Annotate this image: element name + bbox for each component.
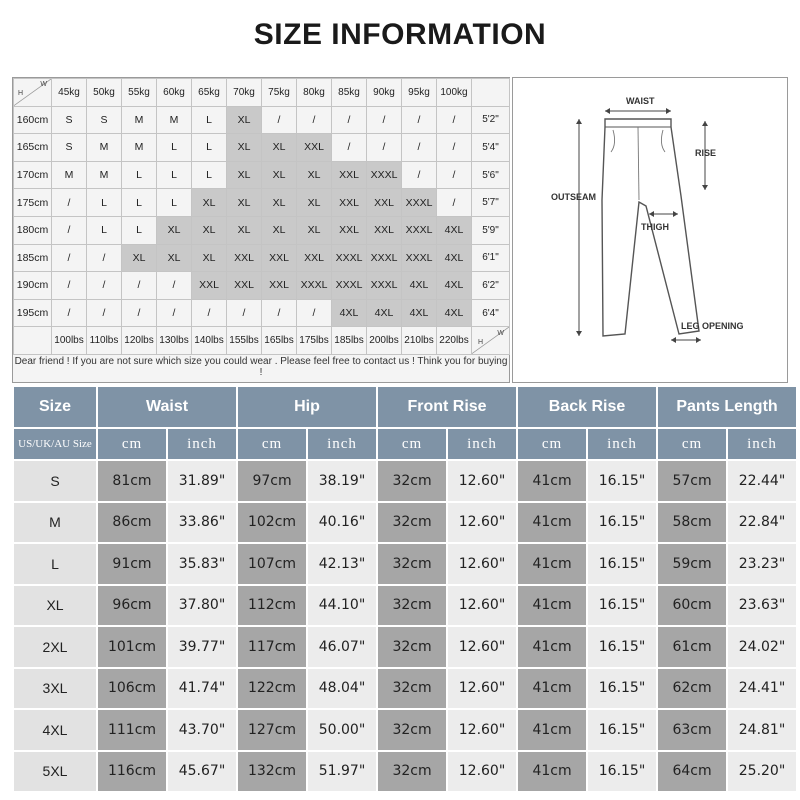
size-cell: / <box>87 299 122 327</box>
footer-corner-w: W <box>497 330 504 338</box>
measurement-row <box>14 669 796 709</box>
size-cell: XL <box>227 161 262 189</box>
unit-header-row <box>14 429 796 459</box>
size-cell: / <box>437 134 472 162</box>
size-cell: XL <box>157 216 192 244</box>
cm-value-cell: 58cm <box>658 503 726 543</box>
size-cell: XXL <box>332 216 367 244</box>
back-rise-header: Back Rise <box>518 387 656 427</box>
cm-value-cell: 86cm <box>98 503 166 543</box>
measurement-row <box>14 627 796 667</box>
cm-value-cell: 32cm <box>378 710 446 750</box>
size-cell: / <box>297 299 332 327</box>
inch-value-cell: 16.15" <box>588 627 656 667</box>
size-cell: 4XL <box>437 299 472 327</box>
pants-diagram <box>512 77 788 383</box>
inch-value-cell: 12.60" <box>448 669 516 709</box>
pants-length-header: Pants Length <box>658 387 796 427</box>
height-cm-cell: 170cm <box>14 161 52 189</box>
size-cell: M <box>87 134 122 162</box>
size-cell: / <box>402 161 437 189</box>
height-row <box>14 216 510 244</box>
size-cell: XXXL <box>402 244 437 272</box>
height-ft-cell: 6'2" <box>472 272 510 300</box>
lbs-header: 200lbs <box>367 327 402 355</box>
size-cell: / <box>52 216 87 244</box>
empty-cell <box>472 79 510 107</box>
size-cell: L <box>122 216 157 244</box>
inch-value-cell: 44.10" <box>308 586 376 626</box>
size-label-cell: M <box>14 503 96 543</box>
lbs-header: 140lbs <box>192 327 227 355</box>
size-cell: XL <box>227 134 262 162</box>
height-row <box>14 161 510 189</box>
cm-value-cell: 132cm <box>238 752 306 792</box>
cm-value-cell: 61cm <box>658 627 726 667</box>
cm-value-cell: 41cm <box>518 461 586 501</box>
size-cell: / <box>332 106 367 134</box>
size-cell: 4XL <box>437 244 472 272</box>
size-cell: / <box>262 299 297 327</box>
cm-value-cell: 41cm <box>518 627 586 667</box>
inch-unit-header: inch <box>168 429 236 459</box>
inch-value-cell: 24.41" <box>728 669 796 709</box>
cm-value-cell: 117cm <box>238 627 306 667</box>
cm-value-cell: 64cm <box>658 752 726 792</box>
cm-value-cell: 112cm <box>238 586 306 626</box>
size-cell: 4XL <box>402 299 437 327</box>
inch-value-cell: 16.15" <box>588 461 656 501</box>
height-ft-cell: 6'4" <box>472 299 510 327</box>
inch-unit-header: inch <box>448 429 516 459</box>
inch-value-cell: 42.13" <box>308 544 376 584</box>
size-cell: 4XL <box>367 299 402 327</box>
cm-value-cell: 41cm <box>518 752 586 792</box>
size-label-cell: 5XL <box>14 752 96 792</box>
inch-value-cell: 22.84" <box>728 503 796 543</box>
inch-value-cell: 12.60" <box>448 586 516 626</box>
inch-value-cell: 12.60" <box>448 752 516 792</box>
height-cm-cell: 195cm <box>14 299 52 327</box>
inch-value-cell: 12.60" <box>448 627 516 667</box>
size-cell: L <box>122 161 157 189</box>
size-cell: XXL <box>192 272 227 300</box>
cm-unit-header: cm <box>658 429 726 459</box>
cm-value-cell: 106cm <box>98 669 166 709</box>
measurement-row <box>14 586 796 626</box>
measurement-row <box>14 461 796 501</box>
inch-value-cell: 41.74" <box>168 669 236 709</box>
size-cell: / <box>192 299 227 327</box>
inch-value-cell: 24.02" <box>728 627 796 667</box>
size-cell: XXL <box>297 244 332 272</box>
cm-value-cell: 116cm <box>98 752 166 792</box>
kg-header: 70kg <box>227 79 262 107</box>
inch-value-cell: 37.80" <box>168 586 236 626</box>
hip-header: Hip <box>238 387 376 427</box>
cm-value-cell: 59cm <box>658 544 726 584</box>
cm-value-cell: 81cm <box>98 461 166 501</box>
height-weight-table <box>13 78 510 355</box>
size-cell: / <box>297 106 332 134</box>
size-cell: / <box>122 272 157 300</box>
kg-header: 85kg <box>332 79 367 107</box>
size-cell: / <box>122 299 157 327</box>
page-title: SIZE INFORMATION <box>253 18 547 51</box>
size-cell: XL <box>297 189 332 217</box>
size-cell: XXL <box>332 161 367 189</box>
kg-header: 50kg <box>87 79 122 107</box>
size-cell: S <box>87 106 122 134</box>
measurement-row <box>14 503 796 543</box>
cm-unit-header: cm <box>98 429 166 459</box>
size-cell: / <box>437 161 472 189</box>
size-cell: L <box>157 189 192 217</box>
thigh-label: THIGH <box>641 222 669 232</box>
lbs-header: 130lbs <box>157 327 192 355</box>
size-cell: XXXL <box>367 161 402 189</box>
size-cell: / <box>227 299 262 327</box>
size-cell: 4XL <box>332 299 367 327</box>
size-cell: XXL <box>227 272 262 300</box>
grid-footer-corner-cell <box>472 327 510 355</box>
lbs-header: 210lbs <box>402 327 437 355</box>
inch-value-cell: 16.15" <box>588 544 656 584</box>
size-cell: XL <box>192 189 227 217</box>
height-ft-cell: 6'1" <box>472 244 510 272</box>
size-cell: XL <box>262 189 297 217</box>
size-cell: XXXL <box>332 272 367 300</box>
inch-unit-header: inch <box>728 429 796 459</box>
height-row <box>14 106 510 134</box>
corner-w: W <box>40 81 47 88</box>
lbs-header: 110lbs <box>87 327 122 355</box>
cm-value-cell: 96cm <box>98 586 166 626</box>
kg-header-row <box>14 79 510 107</box>
size-cell: S <box>52 134 87 162</box>
cm-value-cell: 107cm <box>238 544 306 584</box>
inch-value-cell: 31.89" <box>168 461 236 501</box>
inch-value-cell: 40.16" <box>308 503 376 543</box>
size-cell: XL <box>122 244 157 272</box>
height-cm-cell: 175cm <box>14 189 52 217</box>
cm-value-cell: 32cm <box>378 461 446 501</box>
cm-value-cell: 57cm <box>658 461 726 501</box>
size-cell: / <box>52 244 87 272</box>
lbs-header: 100lbs <box>52 327 87 355</box>
kg-header: 45kg <box>52 79 87 107</box>
cm-value-cell: 41cm <box>518 503 586 543</box>
size-label-cell: XL <box>14 586 96 626</box>
lbs-header: 155lbs <box>227 327 262 355</box>
inch-value-cell: 48.04" <box>308 669 376 709</box>
inch-value-cell: 46.07" <box>308 627 376 667</box>
kg-header: 80kg <box>297 79 332 107</box>
lbs-header: 220lbs <box>437 327 472 355</box>
size-cell: 4XL <box>402 272 437 300</box>
inch-value-cell: 16.15" <box>588 503 656 543</box>
height-ft-cell: 5'2" <box>472 106 510 134</box>
size-cell: S <box>52 106 87 134</box>
contact-note: Dear friend ! If you are not sure which size you could wear . Please feel free to contact us ! Think you for buying ! <box>14 356 508 378</box>
waist-header: Waist <box>98 387 236 427</box>
height-ft-cell: 5'6" <box>472 161 510 189</box>
cm-value-cell: 41cm <box>518 544 586 584</box>
cm-value-cell: 41cm <box>518 710 586 750</box>
size-cell: L <box>87 189 122 217</box>
height-row <box>14 189 510 217</box>
lbs-header: 120lbs <box>122 327 157 355</box>
inch-value-cell: 12.60" <box>448 503 516 543</box>
height-cm-cell: 180cm <box>14 216 52 244</box>
size-cell: / <box>52 299 87 327</box>
inch-value-cell: 12.60" <box>448 461 516 501</box>
size-label-cell: 3XL <box>14 669 96 709</box>
cm-value-cell: 97cm <box>238 461 306 501</box>
size-cell: XXXL <box>402 216 437 244</box>
size-cell: / <box>52 189 87 217</box>
measurement-table <box>12 385 798 793</box>
size-cell: / <box>332 134 367 162</box>
inch-value-cell: 50.00" <box>308 710 376 750</box>
cm-value-cell: 127cm <box>238 710 306 750</box>
height-ft-cell: 5'7" <box>472 189 510 217</box>
inch-value-cell: 16.15" <box>588 669 656 709</box>
inch-value-cell: 16.15" <box>588 586 656 626</box>
inch-value-cell: 43.70" <box>168 710 236 750</box>
size-cell: 4XL <box>437 272 472 300</box>
size-cell: XXL <box>262 272 297 300</box>
size-cell: XL <box>297 161 332 189</box>
size-cell: L <box>192 106 227 134</box>
size-cell: XL <box>297 216 332 244</box>
size-cell: XXXL <box>367 244 402 272</box>
cm-value-cell: 32cm <box>378 669 446 709</box>
size-cell: L <box>192 134 227 162</box>
measurement-group-header-row <box>14 387 796 427</box>
height-row <box>14 299 510 327</box>
height-ft-cell: 5'4" <box>472 134 510 162</box>
inch-value-cell: 35.83" <box>168 544 236 584</box>
height-row <box>14 134 510 162</box>
size-label-cell: 4XL <box>14 710 96 750</box>
size-cell: / <box>402 134 437 162</box>
size-cell: XXL <box>332 189 367 217</box>
kg-header: 60kg <box>157 79 192 107</box>
kg-header: 100kg <box>437 79 472 107</box>
cm-value-cell: 101cm <box>98 627 166 667</box>
size-cell: / <box>52 272 87 300</box>
cm-value-cell: 122cm <box>238 669 306 709</box>
inch-unit-header: inch <box>308 429 376 459</box>
measurement-row <box>14 544 796 584</box>
size-cell: L <box>87 216 122 244</box>
size-cell: / <box>437 106 472 134</box>
cm-value-cell: 32cm <box>378 752 446 792</box>
kg-header: 75kg <box>262 79 297 107</box>
inch-value-cell: 23.23" <box>728 544 796 584</box>
footer-corner-h: H <box>478 339 484 347</box>
cm-unit-header: cm <box>238 429 306 459</box>
inch-value-cell: 33.86" <box>168 503 236 543</box>
inch-unit-header: inch <box>588 429 656 459</box>
grid-corner-cell <box>14 79 52 107</box>
size-cell: XXXL <box>367 272 402 300</box>
height-row <box>14 244 510 272</box>
size-cell: M <box>122 106 157 134</box>
size-cell: / <box>262 106 297 134</box>
size-cell: L <box>122 189 157 217</box>
size-cell: / <box>367 134 402 162</box>
inch-value-cell: 16.15" <box>588 710 656 750</box>
inch-value-cell: 51.97" <box>308 752 376 792</box>
height-row <box>14 272 510 300</box>
size-cell: XL <box>192 244 227 272</box>
cm-value-cell: 63cm <box>658 710 726 750</box>
height-cm-cell: 185cm <box>14 244 52 272</box>
size-label-cell: L <box>14 544 96 584</box>
lbs-header: 175lbs <box>297 327 332 355</box>
size-cell: XXL <box>297 134 332 162</box>
size-header: Size <box>14 387 96 427</box>
cm-value-cell: 32cm <box>378 586 446 626</box>
kg-header: 65kg <box>192 79 227 107</box>
measurement-row <box>14 752 796 792</box>
size-cell: XL <box>262 161 297 189</box>
size-cell: XXL <box>367 189 402 217</box>
inch-value-cell: 45.67" <box>168 752 236 792</box>
cm-value-cell: 32cm <box>378 627 446 667</box>
size-cell: / <box>157 272 192 300</box>
size-cell: M <box>52 161 87 189</box>
size-cell: XL <box>192 216 227 244</box>
waist-label: WAIST <box>626 96 655 106</box>
size-cell: / <box>367 106 402 134</box>
size-cell: / <box>437 189 472 217</box>
cm-value-cell: 41cm <box>518 669 586 709</box>
size-cell: XL <box>227 189 262 217</box>
size-cell: XXL <box>227 244 262 272</box>
rise-label: RISE <box>695 148 717 158</box>
corner-h: H <box>18 90 24 97</box>
inch-value-cell: 24.81" <box>728 710 796 750</box>
inch-value-cell: 16.15" <box>588 752 656 792</box>
cm-value-cell: 41cm <box>518 586 586 626</box>
size-cell: XL <box>262 216 297 244</box>
size-cell: XXXL <box>297 272 332 300</box>
inch-value-cell: 23.63" <box>728 586 796 626</box>
cm-value-cell: 91cm <box>98 544 166 584</box>
outseam-label: OUTSEAM <box>551 192 596 202</box>
kg-header: 95kg <box>402 79 437 107</box>
kg-header: 55kg <box>122 79 157 107</box>
cm-value-cell: 32cm <box>378 544 446 584</box>
size-cell: L <box>157 134 192 162</box>
size-cell: / <box>87 272 122 300</box>
leg-opening-label: LEG OPENING <box>681 321 744 331</box>
size-cell: / <box>157 299 192 327</box>
size-label-cell: S <box>14 461 96 501</box>
lbs-header: 185lbs <box>332 327 367 355</box>
size-label-cell: 2XL <box>14 627 96 667</box>
size-cell: M <box>87 161 122 189</box>
size-cell: L <box>157 161 192 189</box>
size-unit-header: US/UK/AU Size <box>14 429 96 459</box>
height-cm-cell: 165cm <box>14 134 52 162</box>
height-ft-cell: 5'9" <box>472 216 510 244</box>
size-cell: XL <box>262 134 297 162</box>
lbs-header-row <box>14 327 510 355</box>
size-cell: L <box>192 161 227 189</box>
size-cell: XXL <box>262 244 297 272</box>
size-cell: / <box>87 244 122 272</box>
kg-header: 90kg <box>367 79 402 107</box>
size-cell: XXXL <box>332 244 367 272</box>
size-cell: XL <box>227 216 262 244</box>
cm-value-cell: 60cm <box>658 586 726 626</box>
lbs-header: 165lbs <box>262 327 297 355</box>
size-cell: XXXL <box>402 189 437 217</box>
cm-value-cell: 102cm <box>238 503 306 543</box>
inch-value-cell: 38.19" <box>308 461 376 501</box>
inch-value-cell: 12.60" <box>448 710 516 750</box>
cm-value-cell: 32cm <box>378 503 446 543</box>
size-cell: XL <box>227 106 262 134</box>
cm-value-cell: 62cm <box>658 669 726 709</box>
front-rise-header: Front Rise <box>378 387 516 427</box>
inch-value-cell: 39.77" <box>168 627 236 667</box>
size-cell: 4XL <box>437 216 472 244</box>
size-cell: / <box>402 106 437 134</box>
measurement-row <box>14 710 796 750</box>
height-cm-cell: 160cm <box>14 106 52 134</box>
size-cell: M <box>122 134 157 162</box>
size-cell: XL <box>157 244 192 272</box>
cm-value-cell: 111cm <box>98 710 166 750</box>
inch-value-cell: 22.44" <box>728 461 796 501</box>
size-cell: M <box>157 106 192 134</box>
inch-value-cell: 25.20" <box>728 752 796 792</box>
empty-cell <box>14 327 52 355</box>
size-guide-grid <box>12 77 510 383</box>
size-cell: XXL <box>367 216 402 244</box>
cm-unit-header: cm <box>518 429 586 459</box>
cm-unit-header: cm <box>378 429 446 459</box>
height-cm-cell: 190cm <box>14 272 52 300</box>
inch-value-cell: 12.60" <box>448 544 516 584</box>
